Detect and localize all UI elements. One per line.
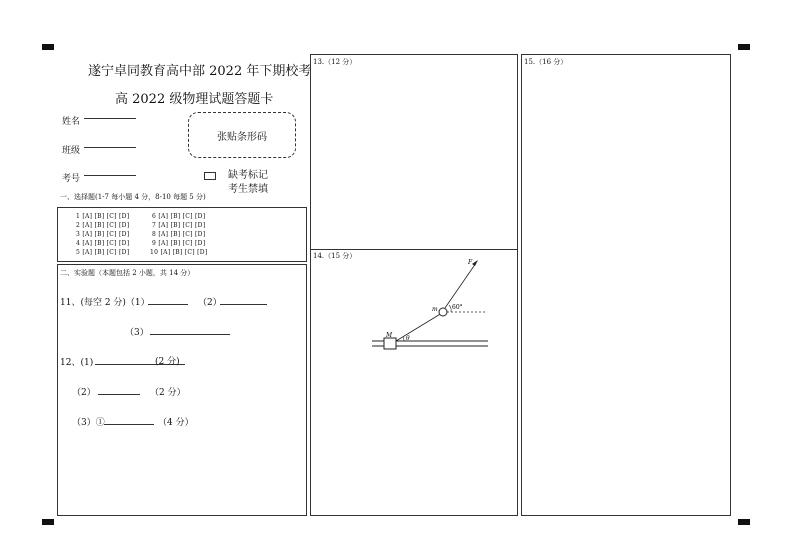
q14-figure (310, 249, 518, 516)
id-label: 考号 (62, 174, 81, 184)
alignment-mark-top-right (738, 44, 750, 50)
q12-1-points: (2 分) (155, 357, 180, 367)
barcode-label: 张贴条形码 (217, 131, 267, 143)
alignment-mark-bottom-left (42, 519, 54, 525)
absent-label-1: 缺考标记 (228, 170, 268, 181)
angle-theta-label: θ (406, 335, 410, 342)
q11-3-label: （3） (125, 328, 149, 338)
choice-row-4[interactable]: 4 [A] [B] [C] [D] (76, 240, 130, 247)
choice-row-6[interactable]: 6 [A] [B] [C] [D] (152, 213, 206, 220)
absent-label-2: 考生禁填 (228, 184, 268, 195)
q12-2-label: （2） (72, 388, 96, 398)
choice-row-9[interactable]: 9 [A] [B] [C] [D] (152, 240, 206, 247)
choice-row-8[interactable]: 8 [A] [B] [C] [D] (152, 231, 206, 238)
absent-checkbox[interactable] (204, 172, 216, 180)
choice-row-10[interactable]: 10 [A] [B] [C] [D] (150, 249, 208, 256)
force-label: F (468, 259, 473, 266)
angle-arc-60 (449, 305, 451, 312)
q11-blank-1[interactable] (148, 304, 188, 305)
school-title: 遂宁卓同教育高中部 2022 年下期校考 (88, 64, 312, 79)
string-line (396, 313, 442, 341)
exam-id-field[interactable] (84, 175, 136, 176)
q11-blank-2[interactable] (220, 304, 267, 305)
class-field[interactable] (84, 147, 136, 148)
q12-blank-3[interactable] (104, 424, 154, 425)
q12-label: 12、(1) (60, 358, 94, 368)
q11-blank-3[interactable] (150, 334, 230, 335)
name-label: 姓名 (62, 117, 81, 127)
q11-2-label: （2） (198, 298, 222, 308)
q14-label: 14.（15 分） (313, 252, 357, 260)
q12-3-points: （4 分） (158, 418, 194, 428)
q15-box[interactable] (521, 54, 731, 516)
section1-heading: 一、选择题(1-7 每小题 4 分，8-10 每题 5 分) (60, 193, 206, 201)
q12-2-points: （2 分） (150, 388, 186, 398)
choice-row-1[interactable]: 1 [A] [B] [C] [D] (76, 213, 130, 220)
barcode-area (188, 112, 296, 158)
q13-label: 13.（12 分） (313, 58, 357, 66)
choice-row-5[interactable]: 5 [A] [B] [C] [D] (76, 249, 130, 256)
mass-small-label: m (432, 306, 438, 313)
q12-3-label: （3）① (72, 418, 105, 428)
force-arrow-line (445, 263, 476, 308)
alignment-mark-top-left (42, 44, 54, 50)
q15-label: 15.（16 分） (524, 58, 568, 66)
angle-arc-theta (403, 337, 404, 341)
angle-60-label: 60° (452, 304, 463, 311)
section2-heading: 二、实验题（本题包括 2 小题，共 14 分） (60, 269, 195, 277)
alignment-mark-bottom-right (738, 519, 750, 525)
ball-m (439, 308, 447, 316)
block-m (384, 338, 396, 349)
mass-big-label: M (386, 332, 393, 339)
exam-title: 高 2022 级物理试题答题卡 (115, 92, 274, 107)
force-arrow-head (472, 260, 478, 266)
choice-row-7[interactable]: 7 [A] [B] [C] [D] (152, 222, 206, 229)
q13-box[interactable] (310, 54, 518, 250)
choice-row-3[interactable]: 3 [A] [B] [C] [D] (76, 231, 130, 238)
name-field[interactable] (84, 118, 136, 119)
choice-row-2[interactable]: 2 [A] [B] [C] [D] (76, 222, 130, 229)
q11-label: 11、(每空 2 分)（1） (60, 298, 150, 308)
q12-blank-2[interactable] (98, 394, 140, 395)
class-label: 班级 (62, 146, 81, 156)
